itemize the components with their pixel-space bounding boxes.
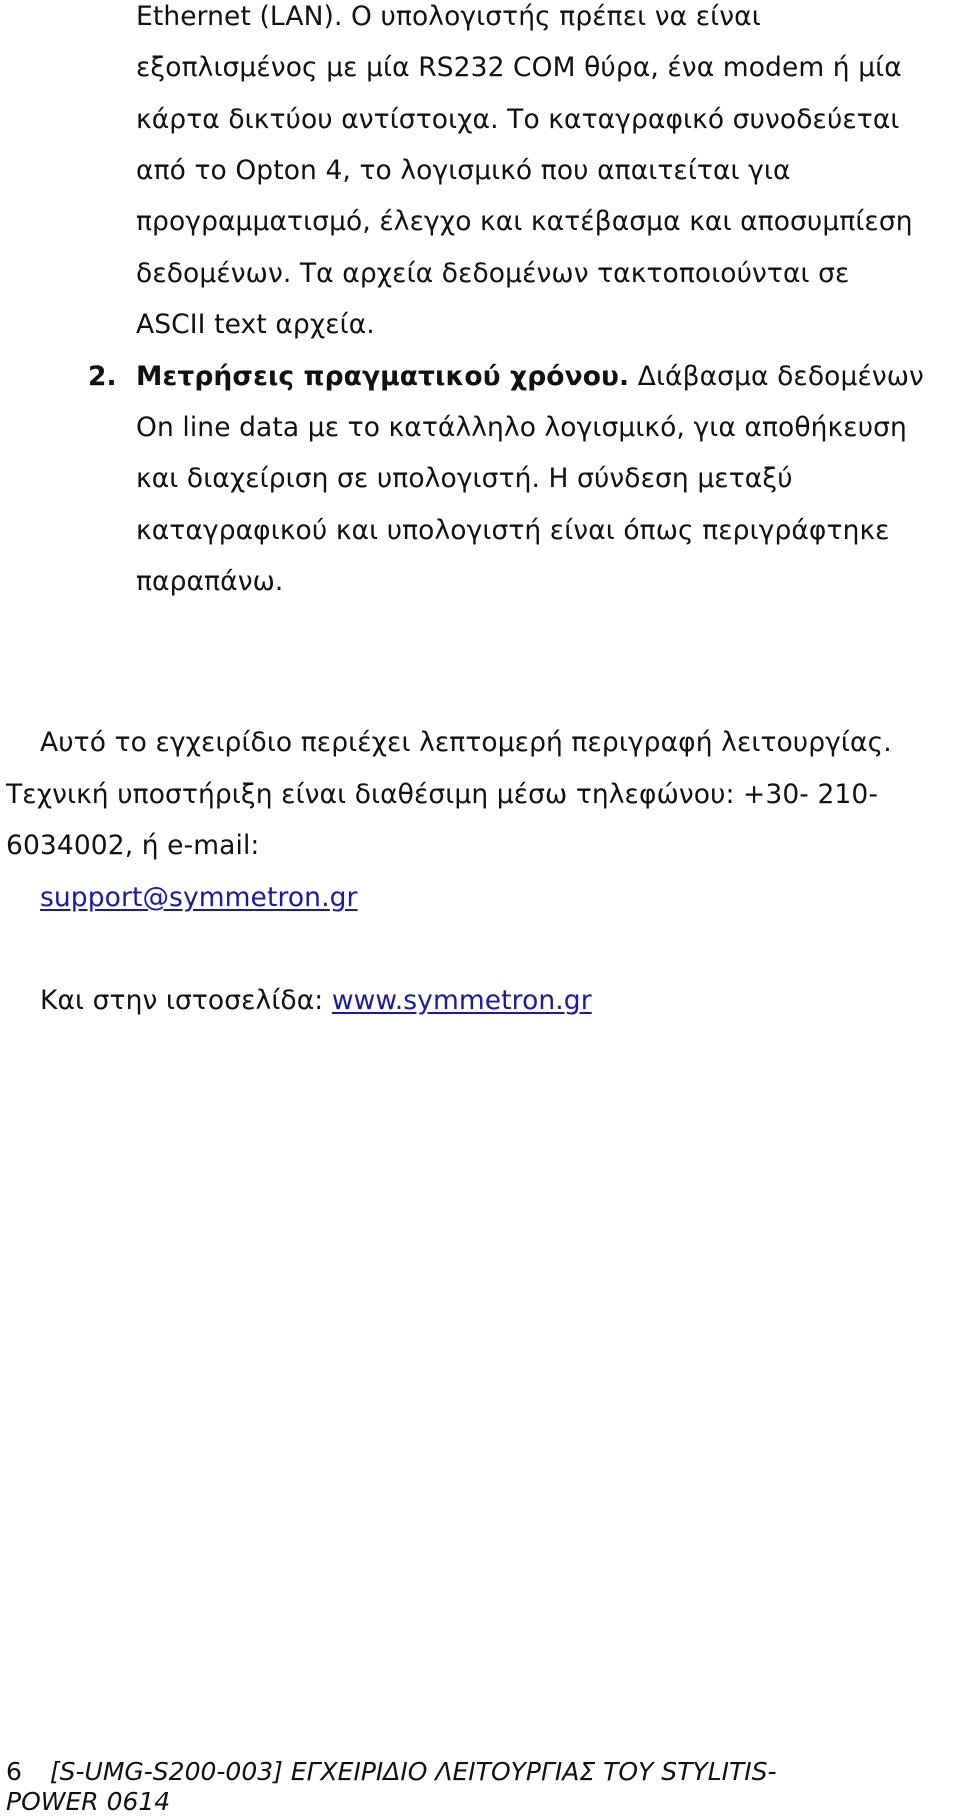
support-email-line (40, 881, 358, 915)
support-email-link[interactable]: support@symmetron.gr (40, 882, 358, 913)
item1-line-1: Ethernet (LAN). Ο υπολογιστής πρέπει να είναι (136, 1, 761, 32)
item2-number: 2. (88, 361, 117, 392)
footer-line-1 (6, 1756, 777, 1788)
manual-note: Αυτό το εγχειρίδιο περιέχει λεπτομερή περιγραφή λειτουργίας. (40, 727, 892, 758)
item2-line-3: και διαχείριση σε υπολογιστή. Η σύνδεση μεταξύ (136, 463, 793, 494)
footer-doc-title: [S-UMG-S200-003] ΕΓΧΕΙΡΙΔΙΟ ΛΕΙΤΟΥΡΓΙΑΣ ΤΟΥ STYLITIS- (49, 1757, 777, 1786)
item2-line-1 (136, 360, 924, 394)
support-line-1: Τεχνική υποστήριξη είναι διαθέσιμη μέσω τηλεφώνου: +30- 210- (6, 779, 879, 810)
website-label: Και στην ιστοσελίδα: (40, 985, 332, 1016)
support-line-2: 6034002, ή e-mail: (6, 830, 260, 861)
item2-line-2: On line data με το κατάλληλο λογισμικό, για αποθήκευση (136, 412, 907, 443)
item1-line-7: ASCII text αρχεία. (136, 309, 375, 340)
item1-line-4: από το Opton 4, το λογισμικό που απαιτείται για (136, 155, 791, 186)
website-link[interactable]: www.symmetron.gr (331, 985, 592, 1016)
page-number: 6 (6, 1757, 22, 1786)
website-line (40, 984, 592, 1018)
item2-title: Μετρήσεις πραγματικού χρόνου. (136, 361, 630, 392)
item1-line-3: κάρτα δικτύου αντίστοιχα. Το καταγραφικό συνοδεύεται (136, 104, 900, 135)
item2-line-5: παραπάνω. (136, 566, 284, 597)
item2-line-4: καταγραφικού και υπολογιστή είναι όπως περιγράφτηκε (136, 515, 890, 546)
item1-line-6: δεδομένων. Τα αρχεία δεδομένων τακτοποιούνται σε (136, 258, 850, 289)
footer-line-2: POWER 0614 (6, 1787, 171, 1816)
item1-line-2: εξοπλισμένος με μία RS232 COM θύρα, ένα modem ή μία (136, 52, 902, 83)
item2-line-1-rest: Διάβασμα δεδομένων (629, 361, 924, 392)
item1-line-5: προγραμματισμό, έλεγχο και κατέβασμα και αποσυμπίεση (136, 206, 913, 237)
